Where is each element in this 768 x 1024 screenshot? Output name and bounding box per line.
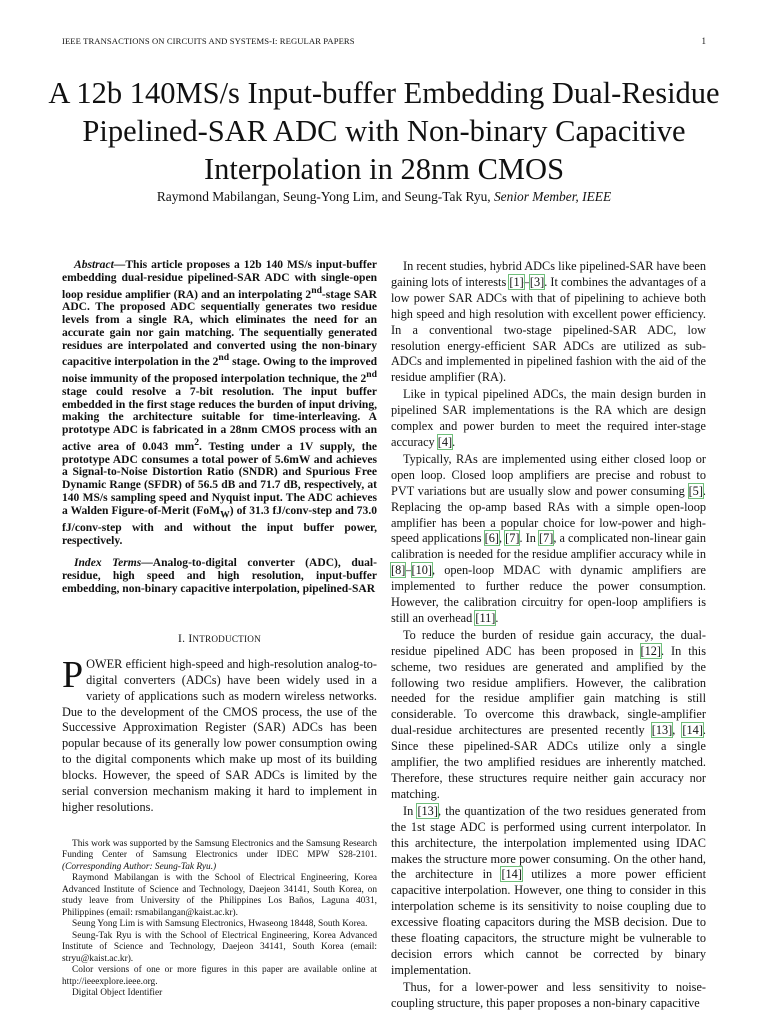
footnote-author-1: Raymond Mabilangan is with the School of Electrical Engineering, Korea Advanced Institute of Science and Technology, Daejeon 34141, South Korea, on study leave from University of the Philippines Los Baños, Laguna 4031, Philippines (email: rsmabilangan@kaist.ac.kr).: [62, 873, 377, 918]
footnote-color-figures: Color versions of one or more figures in this paper are available online at http://ieeexplore.ieee.org.: [62, 965, 377, 987]
running-header: IEEE TRANSACTIONS ON CIRCUITS AND SYSTEMS-I: REGULAR PAPERS: [62, 36, 355, 46]
abstract-label: Abstract—: [74, 259, 126, 271]
paragraph-hybrid-adcs: In recent studies, hybrid ADCs like pipelined-SAR have been gaining lots of interests [1]–[3]. It combines the advantages of a low power SAR ADCs with that of pipelining to achieve both high speed and high resolution with excellent power efficiency. In a conventional two-stage pipelined-SAR ADC, low resolution energy-efficient SAR ADCs are utilized as sub-ADCs and implemented in pipelined fashion with the aid of the residue amplifier (RA).: [391, 259, 706, 385]
paragraph-ra-types: Typically, RAs are implemented using either closed loop or open loop. Closed loop amplifiers are precise and robust to PVT variations but are usually slow and power consuming [5]. Replacing the op-amp based RAs with a simple open-loop amplifier has been a popular choice for low-power and high-speed applications [6], [7]. In [7], a complicated non-linear gain calibration is needed for the residue amplifier accuracy while in [8]–[10], open-loop MDAC with dynamic amplifiers are implemented to further reduce the power consumption. However, the calibration circuitry for open-loop amplifiers is still an overhead [11].: [391, 451, 706, 625]
section-heading-introduction: I. INTRODUCTION: [178, 631, 261, 645]
citation-link[interactable]: [11]: [475, 610, 496, 625]
citation-link[interactable]: [12]: [640, 643, 661, 658]
page-number: 1: [701, 36, 706, 46]
paragraph-design-burden: Like in typical pipelined ADCs, the main design burden in pipelined SAR implementations is the RA which are design complex and power burden to meet the required inter-stage accuracy [4].: [391, 387, 706, 449]
footnotes: [62, 839, 377, 1000]
paper-title: A 12b 140MS/s Input-buffer Embedding Dual-Residue Pipelined-SAR ADC with Non-binary Capacitive Interpolation in 28nm CMOS: [48, 76, 720, 186]
citation-link[interactable]: [1]: [509, 274, 524, 289]
intro-paragraph: POWER efficient high-speed and high-resolution analog-to-digital converters (ADCs) have been widely used in a variety of applications such as modern wireless networks. Due to the development of the CMOS process, the use of the Successive Approximation Register (SAR) ADCs has been popular because of its generally low power consumption owing to the digital components which make up most of its building blocks. However, the speed of SAR ADCs is limited by the serial conversion mechanism making it hard to implement in higher resolutions.: [62, 653, 377, 814]
paragraph-interpolation: In [13], the quantization of the two residues generated from the 1st stage ADC is performed using current interpolator. In this architecture, the interpolation implemented using IDAC makes the structure more power consuming. On the other hand, the architecture in [14] utilizes a more power efficient capacitive interpolation. However, one thing to consider in this interpolation scheme is its sensitivity to noise coupling due to excessive floating capacitors during the MSB decision. Due to these floating capacitors, the structure might be vulnerable to decision errors which cannot be corrected by binary implementation.: [391, 803, 706, 977]
citation-link[interactable]: [6]: [484, 531, 499, 546]
citation-link[interactable]: [13]: [417, 803, 438, 818]
footnote-funding: This work was supported by the Samsung Electronics and the Samsung Research Funding Center of Samsung Electronics under IDEC MPW S28-2101. (Corresponding Author: Seung-Tak Ryu.): [62, 838, 377, 872]
citation-link[interactable]: [14]: [682, 723, 703, 738]
right-column: [391, 259, 706, 1013]
citation-link[interactable]: [10]: [411, 563, 432, 578]
author-names: Raymond Mabilangan, Seung-Yong Lim, and Seung-Tak Ryu,: [156, 189, 494, 204]
paragraph-dual-residue: To reduce the burden of residue gain accuracy, the dual-residue pipelined ADC has been proposed in [12]. In this scheme, two residues are generated and amplified by the following two residue amplifiers. However, the calibration needed for the residue amplifier gain matching is still considerable. To overcome this drawback, single-amplifier dual-residue architectures are presented recently [13], [14]. Since these pipelined-SAR ADCs utilize only a single amplifier, the two amplified residues are inherently matched. Therefore, these structures require neither gain accuracy nor matching.: [391, 627, 706, 801]
drop-cap: P: [62, 653, 84, 696]
author-membership: Senior Member, IEEE: [493, 189, 612, 204]
citation-link[interactable]: [14]: [501, 867, 522, 882]
citation-link[interactable]: [13]: [651, 723, 673, 738]
index-terms-label: Index Terms: [74, 557, 142, 570]
citation-link[interactable]: [7]: [505, 531, 520, 546]
footnote-author-3: Seung-Tak Ryu is with the School of Electrical Engineering, Korea Advanced Institute of Science and Technology, Daejeon 34141, South Korea (email: stryu@kaist.ac.kr).: [62, 930, 377, 964]
citation-link[interactable]: [8]: [391, 563, 406, 578]
left-column: [62, 259, 377, 1000]
citation-link[interactable]: [7]: [538, 531, 554, 546]
footnote-doi: Digital Object Identifier: [72, 988, 163, 999]
citation-link[interactable]: [5]: [688, 483, 703, 498]
abstract: Abstract—This article proposes a 12b 140 MS/s input-buffer embedding dual-residue pipelined-SAR ADC with single-open loop residue amplifier (RA) and an interpolating 2nd-stage SAR ADC. The proposed ADC sequentially generates two residue levels from a single RA, which eliminates the need for an accurate gain nor gain matching. The sequentially generated residues are interpolated and converted using the non-binary capacitive interpolation in the 2nd stage. Owing to the improved noise immunity of the proposed interpolation technique, the 2nd stage could resolve a 7-bit resolution. The input buffer embedded in the first stage reduces the burden of input driving, making the architecture suitable for time-interleaving. A prototype ADC is fabricated in a 28nm CMOS process with an active area of 0.043 $mm^2$. Testing under a 1V supply, the prototype ADC consumes a total power of 5.6mW and achieves a Signal-to-Noise Distortion Ratio (SNDR) and Spurious Free Dynamic Range (SFDR) of 56.5 dB and 71.7 dB, respectively, at 140 MS/s sampling speed and Nyquist input. The ADC achieves a Walden Figure-of-Merit (FoM$_W$) of 31.3 fJ/conv-step and 73.0 fJ/conv-step with and without the input buffer power, respectively.: [62, 259, 378, 547]
index-terms: Index Terms—Analog-to-digital converter (ADC), dual-residue, high speed and high resolution, input-buffer embedding, non-binary capacitive interpolation, pipelined-SAR: [62, 557, 377, 595]
footnote-author-2: Seung Yong Lim is with Samsung Electronics, Hwaseong 18448, South Korea.: [72, 919, 368, 930]
paragraph-proposal: Thus, for a lower-power and less sensitivity to noise-coupling structure, this paper proposes a non-binary capacitive: [391, 979, 706, 1010]
citation-link[interactable]: [3]: [529, 274, 545, 289]
author-line: [40, 189, 728, 205]
citation-link[interactable]: [4]: [437, 434, 453, 449]
